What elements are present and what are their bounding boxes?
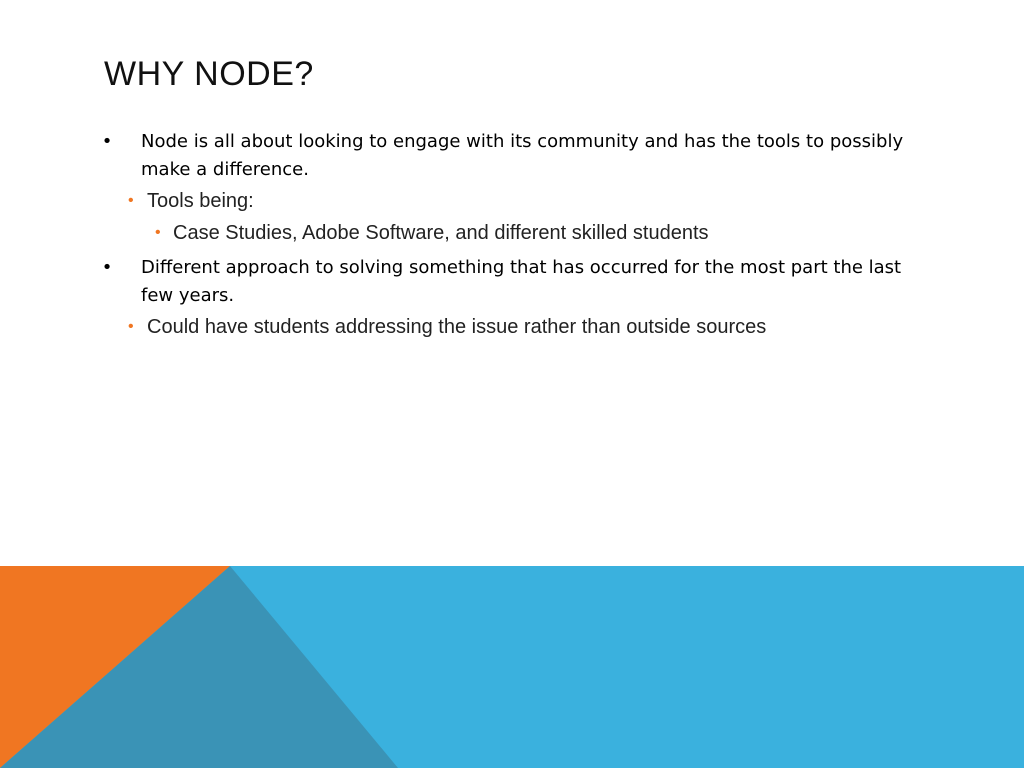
bullet-list [100,128,920,342]
sub-sub-bullet-text: Case Studies, Adobe Software, and different skilled students [173,222,709,244]
sub-bullet-text: Could have students addressing the issue rather than outside sources [147,316,767,338]
sub-bullet-text: Tools being: [147,190,254,212]
sub-sub-bullet-item [100,218,920,248]
bullet-marker: • [101,131,113,152]
slide-title: WHY NODE? [104,55,314,93]
sub-bullet-item [100,312,920,342]
sub-bullet-marker: • [128,192,134,209]
decorative-footer-shapes [0,566,1024,768]
bullet-text: Different approach to solving something that has occurred for the most part the last few years. [141,257,902,306]
bullet-item-2 [100,254,920,310]
sub-bullet-item [100,186,920,216]
bullet-marker: • [101,257,113,278]
sub-sub-bullet-marker: • [155,224,161,241]
bullet-text: Node is all about looking to engage with its community and has the tools to possibly make a difference. [141,131,904,180]
sub-bullet-marker: • [128,318,134,335]
bullet-item-1 [100,128,920,184]
